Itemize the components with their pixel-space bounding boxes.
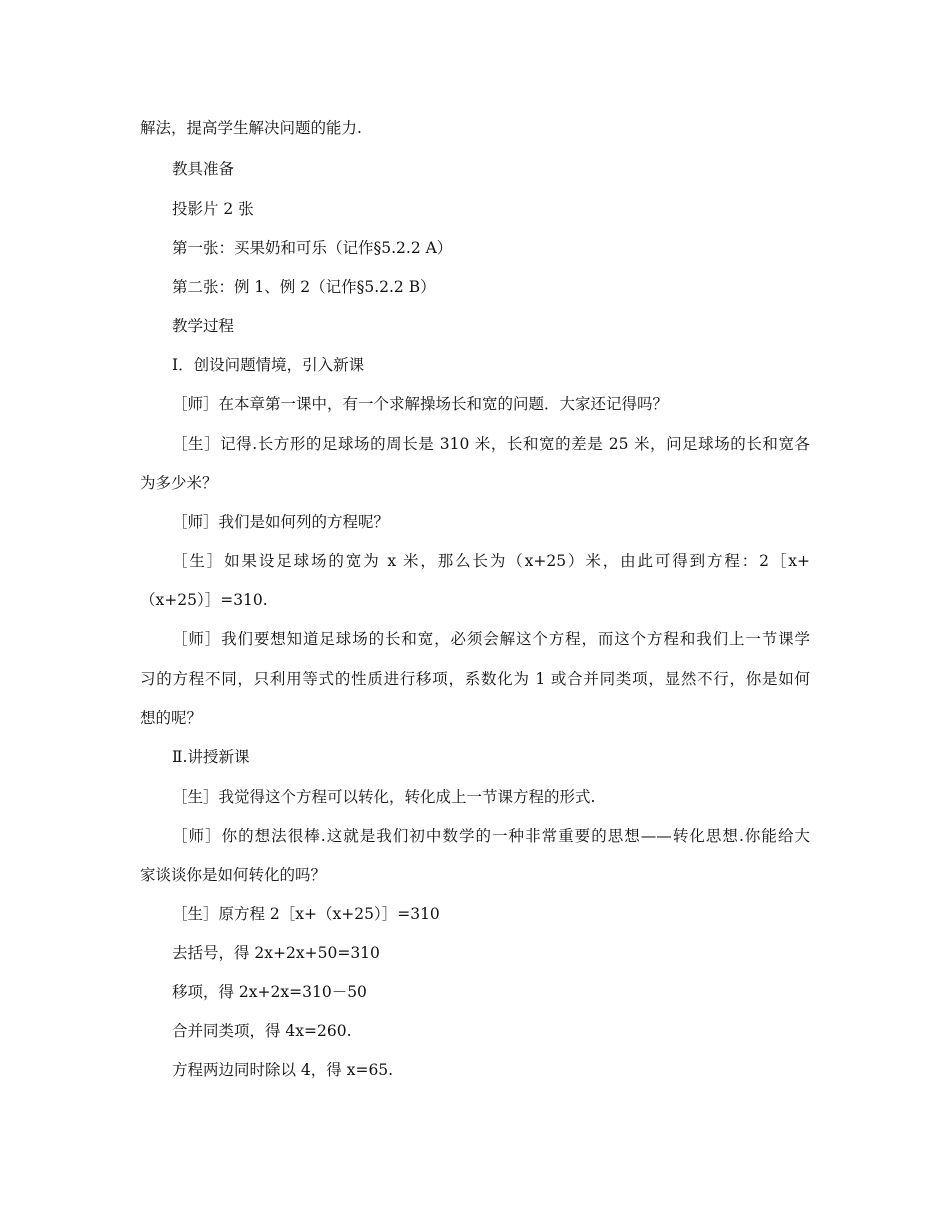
text-line: ［师］你的想法很棒.这就是我们初中数学的一种非常重要的思想——转化思想.你能给大: [172, 827, 810, 845]
text-line: ［师］在本章第一课中，有一个求解操场长和宽的问题．大家还记得吗？: [172, 395, 669, 413]
section-heading: 教学过程: [172, 317, 235, 335]
text-line: 解法，提高学生解决问题的能力.: [140, 119, 362, 137]
equation-line: 方程两边同时除以 4，得 x=65.: [172, 1061, 394, 1079]
text-line: 第一张：买果奶和可乐（记作§5.2.2 A）: [172, 239, 453, 257]
section-heading: 教具准备: [172, 160, 235, 178]
section-heading: Ⅰ．创设问题情境，引入新课: [172, 356, 365, 374]
text-line: 为多少米？: [140, 474, 218, 492]
equation-line: 合并同类项，得 4x=260.: [172, 1022, 352, 1040]
text-line: ［师］我们是如何列的方程呢？: [172, 513, 390, 531]
text-line: 投影片 2 张: [172, 200, 254, 218]
equation-line: ［生］原方程 2［x+（x+25）］=310: [172, 905, 440, 923]
text-line: ［生］我觉得这个方程可以转化，转化成上一节课方程的形式.: [172, 788, 596, 806]
text-line: 家谈谈你是如何转化的吗？: [140, 866, 327, 884]
text-line: （x+25）］=310.: [140, 591, 268, 609]
text-line: ［师］我们要想知道足球场的长和宽，必须会解这个方程，而这个方程和我们上一节课学: [172, 630, 810, 648]
equation-line: 去括号，得 2x+2x+50=310: [172, 944, 380, 962]
equation-line: 移项，得 2x+2x=310－50: [172, 983, 367, 1001]
text-line: 第二张：例 1、例 2（记作§5.2.2 B）: [172, 278, 436, 296]
text-line: 习的方程不同，只利用等式的性质进行移项，系数化为 1 或合并同类项，显然不行，你是如何: [140, 670, 810, 688]
text-line: 想的呢？: [140, 709, 203, 727]
text-line: ［生］记得.长方形的足球场的周长是 310 米，长和宽的差是 25 米，问足球场的长和宽各: [172, 435, 810, 453]
text-line: ［生］如果设足球场的宽为 x 米，那么长为（x+25）米，由此可得到方程：2［x+: [172, 552, 810, 570]
section-heading: Ⅱ.讲授新课: [172, 748, 250, 766]
